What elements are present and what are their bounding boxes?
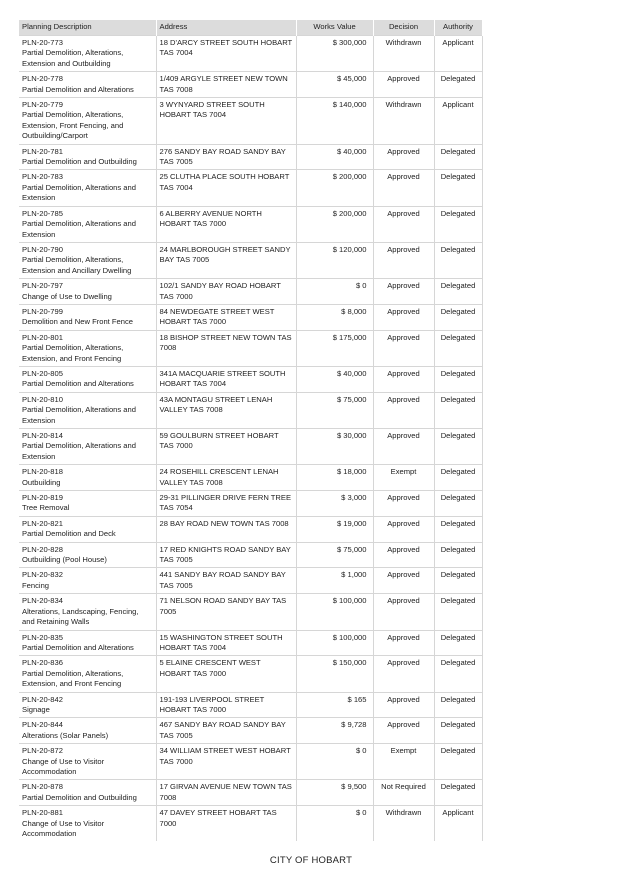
cell-description: [19, 206, 156, 242]
table-row: [19, 542, 482, 568]
cell-decision: Approved: [373, 170, 434, 206]
cell-decision: Approved: [373, 242, 434, 278]
application-id: PLN-20-778: [22, 74, 63, 84]
application-description: Partial Demolition and Alterations: [22, 642, 134, 652]
cell-decision: Exempt: [373, 744, 434, 780]
cell-works-value: $ 0: [296, 279, 373, 305]
cell-works-value: $ 75,000: [296, 542, 373, 568]
application-id: PLN-20-819: [22, 493, 63, 503]
cell-address: 25 CLUTHA PLACE SOUTH HOBART TAS 7004: [156, 170, 296, 206]
cell-authority: Delegated: [434, 594, 482, 630]
cell-works-value: $ 165: [296, 692, 373, 718]
cell-authority: Delegated: [434, 744, 482, 780]
table-row: [19, 692, 482, 718]
table-row: [19, 366, 482, 392]
table-row: [19, 656, 482, 692]
application-description: Partial Demolition, Alterations, Extension, and Front Fencing: [22, 668, 124, 689]
cell-authority: Delegated: [434, 392, 482, 428]
cell-works-value: $ 1,000: [296, 568, 373, 594]
cell-works-value: $ 3,000: [296, 491, 373, 517]
cell-description: [19, 516, 156, 542]
table-row: [19, 465, 482, 491]
cell-decision: Approved: [373, 630, 434, 656]
cell-description: [19, 98, 156, 145]
application-id: PLN-20-832: [22, 570, 63, 580]
cell-works-value: $ 45,000: [296, 72, 373, 98]
table-row: [19, 330, 482, 366]
cell-address: 18 D'ARCY STREET SOUTH HOBART TAS 7004: [156, 36, 296, 72]
cell-works-value: $ 8,000: [296, 304, 373, 330]
cell-works-value: $ 9,500: [296, 780, 373, 806]
cell-description: [19, 692, 156, 718]
cell-works-value: $ 0: [296, 744, 373, 780]
cell-authority: Delegated: [434, 780, 482, 806]
cell-works-value: $ 40,000: [296, 366, 373, 392]
application-id: PLN-20-881: [22, 808, 63, 818]
cell-description: [19, 542, 156, 568]
table-row: [19, 744, 482, 780]
cell-description: [19, 279, 156, 305]
cell-decision: Approved: [373, 279, 434, 305]
cell-works-value: $ 75,000: [296, 392, 373, 428]
cell-authority: Delegated: [434, 330, 482, 366]
table-row: [19, 806, 482, 842]
cell-address: 17 RED KNIGHTS ROAD SANDY BAY TAS 7005: [156, 542, 296, 568]
table-row: [19, 491, 482, 517]
cell-works-value: $ 200,000: [296, 170, 373, 206]
cell-description: [19, 594, 156, 630]
application-description: Signage: [22, 704, 50, 714]
cell-works-value: $ 40,000: [296, 144, 373, 170]
application-description: Partial Demolition, Alterations, Extension, and Front Fencing: [22, 343, 124, 363]
table-row: [19, 594, 482, 630]
cell-authority: Applicant: [434, 806, 482, 842]
cell-authority: Delegated: [434, 304, 482, 330]
header-address: Address: [156, 20, 296, 36]
application-id: PLN-20-801: [22, 332, 63, 342]
cell-decision: Approved: [373, 594, 434, 630]
cell-description: [19, 806, 156, 842]
cell-decision: Withdrawn: [373, 806, 434, 842]
cell-address: 18 BISHOP STREET NEW TOWN TAS 7008: [156, 330, 296, 366]
cell-authority: Delegated: [434, 72, 482, 98]
cell-description: [19, 170, 156, 206]
cell-description: [19, 491, 156, 517]
cell-authority: Delegated: [434, 630, 482, 656]
cell-address: 24 MARLBOROUGH STREET SANDY BAY TAS 7005: [156, 242, 296, 278]
application-id: PLN-20-790: [22, 244, 63, 254]
application-description: Partial Demolition, Alterations and Extension: [22, 405, 136, 425]
cell-works-value: $ 150,000: [296, 656, 373, 692]
application-description: Partial Demolition, Alterations, Extension and Ancillary Dwelling: [22, 255, 132, 275]
application-description: Outbuilding: [22, 477, 61, 487]
cell-description: [19, 144, 156, 170]
cell-address: 3 WYNYARD STREET SOUTH HOBART TAS 7004: [156, 98, 296, 145]
application-description: Change of Use to Visitor Accommodation: [22, 818, 105, 838]
cell-works-value: $ 300,000: [296, 36, 373, 72]
table-row: [19, 144, 482, 170]
application-description: Partial Demolition, Alterations and Extension: [22, 182, 136, 203]
cell-address: 341A MACQUARIE STREET SOUTH HOBART TAS 7004: [156, 366, 296, 392]
cell-address: 29-31 PILLINGER DRIVE FERN TREE TAS 7054: [156, 491, 296, 517]
application-id: PLN-20-781: [22, 146, 63, 156]
cell-description: [19, 36, 156, 72]
cell-description: [19, 304, 156, 330]
table-row: [19, 242, 482, 278]
cell-authority: Delegated: [434, 206, 482, 242]
cell-authority: Delegated: [434, 516, 482, 542]
cell-authority: Delegated: [434, 144, 482, 170]
cell-address: 17 GIRVAN AVENUE NEW TOWN TAS 7008: [156, 780, 296, 806]
application-description: Partial Demolition, Alterations and Extension: [22, 219, 136, 239]
application-description: Partial Demolition and Outbuilding: [22, 157, 137, 167]
application-id: PLN-20-783: [22, 172, 63, 182]
table-row: [19, 718, 482, 744]
cell-description: [19, 429, 156, 465]
cell-decision: Approved: [373, 392, 434, 428]
cell-decision: Approved: [373, 692, 434, 718]
application-id: PLN-20-785: [22, 208, 63, 218]
cell-authority: Delegated: [434, 170, 482, 206]
cell-address: 28 BAY ROAD NEW TOWN TAS 7008: [156, 516, 296, 542]
cell-works-value: $ 19,000: [296, 516, 373, 542]
planning-applications-table: [19, 20, 483, 841]
application-id: PLN-20-872: [22, 746, 63, 756]
application-description: Partial Demolition and Outbuilding: [22, 792, 137, 802]
cell-decision: Approved: [373, 656, 434, 692]
cell-works-value: $ 140,000: [296, 98, 373, 145]
cell-address: 191-193 LIVERPOOL STREET HOBART TAS 7000: [156, 692, 296, 718]
cell-decision: Approved: [373, 330, 434, 366]
cell-authority: Delegated: [434, 491, 482, 517]
cell-description: [19, 744, 156, 780]
application-description: Outbuilding (Pool House): [22, 555, 107, 565]
table-row: [19, 568, 482, 594]
cell-description: [19, 656, 156, 692]
application-id: PLN-20-842: [22, 694, 63, 704]
cell-decision: Approved: [373, 542, 434, 568]
application-description: Tree Removal: [22, 503, 70, 513]
table-row: [19, 392, 482, 428]
application-id: PLN-20-773: [22, 38, 63, 47]
cell-description: [19, 630, 156, 656]
table-row: [19, 36, 482, 72]
application-description: Change of Use to Dwelling: [22, 291, 112, 301]
cell-address: 24 ROSEHILL CRESCENT LENAH VALLEY TAS 7008: [156, 465, 296, 491]
cell-authority: Delegated: [434, 718, 482, 744]
application-id: PLN-20-810: [22, 394, 63, 404]
application-description: Partial Demolition, Alterations, Extension and Outbuilding: [22, 48, 124, 68]
cell-decision: Withdrawn: [373, 36, 434, 72]
cell-address: 47 DAVEY STREET HOBART TAS 7000: [156, 806, 296, 842]
cell-description: [19, 242, 156, 278]
cell-decision: Not Required: [373, 780, 434, 806]
header-decision: Decision: [373, 20, 434, 36]
cell-authority: Applicant: [434, 98, 482, 145]
cell-authority: Delegated: [434, 366, 482, 392]
cell-authority: Delegated: [434, 656, 482, 692]
header-description: Planning Description: [19, 20, 156, 36]
application-id: PLN-20-814: [22, 431, 63, 440]
planning-table-container: [19, 20, 482, 841]
application-id: PLN-20-835: [22, 632, 63, 642]
cell-works-value: $ 175,000: [296, 330, 373, 366]
application-description: Fencing: [22, 580, 50, 590]
table-header-row: [19, 20, 482, 36]
cell-decision: Approved: [373, 429, 434, 465]
cell-works-value: $ 9,728: [296, 718, 373, 744]
cell-address: 43A MONTAGU STREET LENAH VALLEY TAS 7008: [156, 392, 296, 428]
application-description: Partial Demolition, Alterations, Extension, Front Fencing, and Outbuilding/Carport: [22, 110, 124, 141]
application-description: Change of Use to Visitor Accommodation: [22, 756, 105, 776]
application-description: Alterations (Solar Panels): [22, 730, 109, 740]
cell-address: 5 ELAINE CRESCENT WEST HOBART TAS 7000: [156, 656, 296, 692]
application-id: PLN-20-799: [22, 306, 63, 316]
cell-decision: Approved: [373, 718, 434, 744]
table-row: [19, 516, 482, 542]
cell-address: 34 WILLIAM STREET WEST HOBART TAS 7000: [156, 744, 296, 780]
cell-address: 71 NELSON ROAD SANDY BAY TAS 7005: [156, 594, 296, 630]
cell-description: [19, 780, 156, 806]
application-id: PLN-20-836: [22, 658, 63, 668]
cell-decision: Approved: [373, 366, 434, 392]
cell-description: [19, 366, 156, 392]
cell-authority: Delegated: [434, 465, 482, 491]
application-id: PLN-20-797: [22, 281, 63, 291]
cell-description: [19, 330, 156, 366]
cell-works-value: $ 100,000: [296, 594, 373, 630]
table-row: [19, 279, 482, 305]
application-id: PLN-20-844: [22, 720, 63, 730]
application-description: Demolition and New Front Fence: [22, 317, 134, 327]
cell-address: 15 WASHINGTON STREET SOUTH HOBART TAS 7004: [156, 630, 296, 656]
cell-decision: Approved: [373, 304, 434, 330]
cell-description: [19, 568, 156, 594]
cell-works-value: $ 100,000: [296, 630, 373, 656]
table-row: [19, 304, 482, 330]
cell-address: 59 GOULBURN STREET HOBART TAS 7000: [156, 429, 296, 465]
cell-address: 276 SANDY BAY ROAD SANDY BAY TAS 7005: [156, 144, 296, 170]
cell-address: 441 SANDY BAY ROAD SANDY BAY TAS 7005: [156, 568, 296, 594]
application-id: PLN-20-878: [22, 782, 63, 792]
application-id: PLN-20-779: [22, 100, 63, 110]
cell-authority: Applicant: [434, 36, 482, 72]
cell-authority: Delegated: [434, 542, 482, 568]
cell-decision: Approved: [373, 568, 434, 594]
table-row: [19, 429, 482, 465]
cell-address: 467 SANDY BAY ROAD SANDY BAY TAS 7005: [156, 718, 296, 744]
cell-decision: Approved: [373, 144, 434, 170]
cell-authority: Delegated: [434, 568, 482, 594]
cell-address: 84 NEWDEGATE STREET WEST HOBART TAS 7000: [156, 304, 296, 330]
table-row: [19, 72, 482, 98]
cell-works-value: $ 18,000: [296, 465, 373, 491]
application-id: PLN-20-821: [22, 518, 63, 528]
cell-authority: Delegated: [434, 692, 482, 718]
cell-description: [19, 72, 156, 98]
application-description: Partial Demolition and Alterations: [22, 84, 134, 94]
table-row: [19, 98, 482, 145]
cell-decision: Approved: [373, 491, 434, 517]
application-id: PLN-20-834: [22, 596, 63, 606]
table-row: [19, 170, 482, 206]
cell-address: 1/409 ARGYLE STREET NEW TOWN TAS 7008: [156, 72, 296, 98]
table-row: [19, 206, 482, 242]
cell-authority: Delegated: [434, 429, 482, 465]
table-row: [19, 780, 482, 806]
application-description: Partial Demolition and Alterations: [22, 379, 134, 389]
application-id: PLN-20-805: [22, 368, 63, 378]
cell-address: 6 ALBERRY AVENUE NORTH HOBART TAS 7000: [156, 206, 296, 242]
application-id: PLN-20-828: [22, 544, 63, 554]
cell-description: [19, 392, 156, 428]
application-id: PLN-20-818: [22, 467, 63, 477]
cell-description: [19, 465, 156, 491]
table-row: [19, 630, 482, 656]
header-authority: Authority: [434, 20, 482, 36]
cell-decision: Approved: [373, 206, 434, 242]
cell-description: [19, 718, 156, 744]
header-works-value: Works Value: [296, 20, 373, 36]
application-description: Alterations, Landscaping, Fencing, and Retaining Walls: [22, 606, 139, 627]
cell-works-value: $ 30,000: [296, 429, 373, 465]
cell-address: 102/1 SANDY BAY ROAD HOBART TAS 7000: [156, 279, 296, 305]
cell-works-value: $ 120,000: [296, 242, 373, 278]
cell-works-value: $ 200,000: [296, 206, 373, 242]
application-description: Partial Demolition, Alterations and Extension: [22, 441, 136, 461]
cell-works-value: $ 0: [296, 806, 373, 842]
cell-decision: Withdrawn: [373, 98, 434, 145]
cell-decision: Exempt: [373, 465, 434, 491]
cell-authority: Delegated: [434, 242, 482, 278]
application-description: Partial Demolition and Deck: [22, 529, 116, 539]
cell-decision: Approved: [373, 516, 434, 542]
cell-authority: Delegated: [434, 279, 482, 305]
cell-decision: Approved: [373, 72, 434, 98]
footer-organisation: CITY OF HOBART: [269, 855, 353, 866]
